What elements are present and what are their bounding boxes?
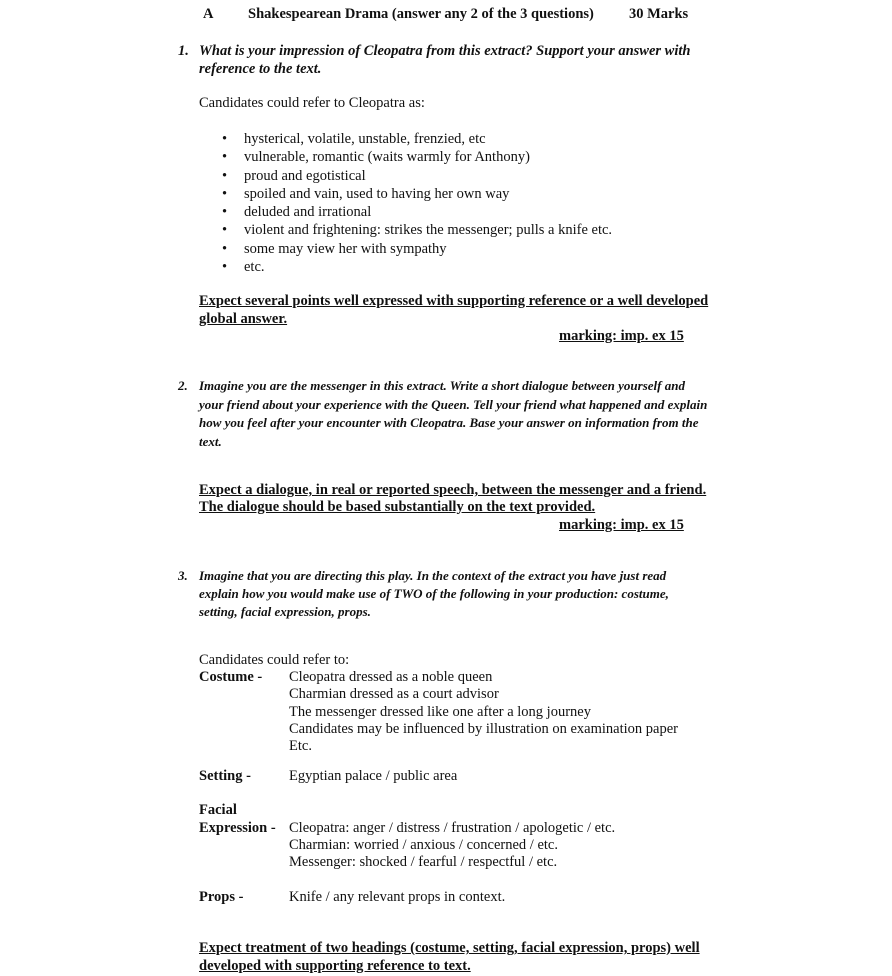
bullet-icon: • <box>222 222 228 239</box>
list-item <box>222 185 612 203</box>
q2-marking: marking: imp. ex 15 <box>559 517 684 533</box>
q3-expect-line-1: Expect treatment of two headings (costume, setting, facial expression, props) well <box>199 940 700 956</box>
q3-question-line-2: explain how you would make use of TWO of the following in your production: costume, <box>199 586 669 601</box>
facial-label-line-2: Expression - <box>199 820 276 836</box>
q2-question-line-2: your friend about your experience with the Queen. Tell your friend what happened and explain <box>199 397 708 412</box>
list-item <box>222 130 612 148</box>
list-item <box>222 240 612 258</box>
bullet-text: hysterical, volatile, unstable, frenzied, etc <box>244 131 486 147</box>
bullet-text: vulnerable, romantic (waits warmly for Anthony) <box>244 149 530 166</box>
bullet-icon: • <box>222 240 228 257</box>
facial-line-2: Charmian: worried / anxious / concerned / etc. <box>289 837 558 853</box>
section-letter: A <box>203 6 214 22</box>
bullet-text: etc. <box>244 259 265 276</box>
q1-question-line-2: reference to the text. <box>199 61 322 77</box>
list-item <box>222 258 612 276</box>
facial-line-3: Messenger: shocked / fearful / respectful / etc. <box>289 854 558 870</box>
costume-line-3: The messenger dressed like one after a long journey <box>289 704 591 720</box>
bullet-icon: • <box>222 167 228 184</box>
bullet-icon: • <box>222 204 228 221</box>
bullet-icon: • <box>222 149 228 166</box>
facial-line-1: Cleopatra: anger / distress / frustration / apologetic / etc. <box>289 820 616 836</box>
q2-expect-line-2: The dialogue should be based substantially on the text provided. <box>199 499 596 515</box>
list-item <box>222 148 612 166</box>
q1-question-line-1: What is your impression of Cleopatra from this extract? Support your answer with <box>199 43 691 59</box>
q1-expect-line-2: global answer. <box>199 311 288 327</box>
facial-label-line-1: Facial <box>199 802 237 818</box>
section-marks: 30 Marks <box>629 6 689 22</box>
section-title: Shakespearean Drama (answer any 2 of the 3 questions) <box>248 6 594 22</box>
costume-line-4: Candidates may be influenced by illustration on examination paper <box>289 721 678 737</box>
q3-question-line-1: Imagine that you are directing this play. In the context of the extract you have just read <box>199 568 667 583</box>
list-item <box>222 221 612 239</box>
q1-expect-line-1: Expect several points well expressed with supporting reference or a well developed <box>199 293 709 309</box>
q1-intro: Candidates could refer to Cleopatra as: <box>199 95 425 111</box>
bullet-text: deluded and irrational <box>244 204 372 221</box>
q1-number: 1. <box>178 43 189 59</box>
q2-number: 2. <box>178 378 188 393</box>
q2-expect-line-1: Expect a dialogue, in real or reported speech, between the messenger and a friend. <box>199 482 707 498</box>
bullet-icon: • <box>222 185 228 202</box>
costume-line-5: Etc. <box>289 738 312 754</box>
bullet-icon: • <box>222 259 228 276</box>
list-item <box>222 167 612 185</box>
props-label: Props - <box>199 889 244 905</box>
costume-line-2: Charmian dressed as a court advisor <box>289 686 499 702</box>
q3-intro: Candidates could refer to: <box>199 652 350 668</box>
q2-question-line-4: text. <box>199 434 222 449</box>
costume-label: Costume - <box>199 669 263 685</box>
list-item <box>222 203 612 221</box>
q1-marking: marking: imp. ex 15 <box>559 328 684 344</box>
props-text: Knife / any relevant props in context. <box>289 889 506 905</box>
bullet-text: proud and egotistical <box>244 167 366 184</box>
bullet-text: spoiled and vain, used to having her own way <box>244 185 510 202</box>
q3-expect-line-2: developed with supporting reference to text. <box>199 958 471 974</box>
setting-label: Setting - <box>199 768 251 784</box>
q2-question-line-1: Imagine you are the messenger in this extract. Write a short dialogue between yourself and <box>199 378 685 393</box>
bullet-text: violent and frightening: strikes the messenger; pulls a knife etc. <box>244 222 613 239</box>
q3-question-line-3: setting, facial expression, props. <box>199 604 371 619</box>
bullet-icon: • <box>222 131 228 147</box>
q2-question-line-3: how you feel after your encounter with Cleopatra. Base your answer on information from the <box>199 415 699 430</box>
bullet-text: some may view her with sympathy <box>244 240 447 257</box>
q1-bullet-list <box>222 130 612 276</box>
setting-text: Egyptian palace / public area <box>289 768 458 784</box>
q3-number: 3. <box>178 568 188 583</box>
costume-line-1: Cleopatra dressed as a noble queen <box>289 669 493 685</box>
